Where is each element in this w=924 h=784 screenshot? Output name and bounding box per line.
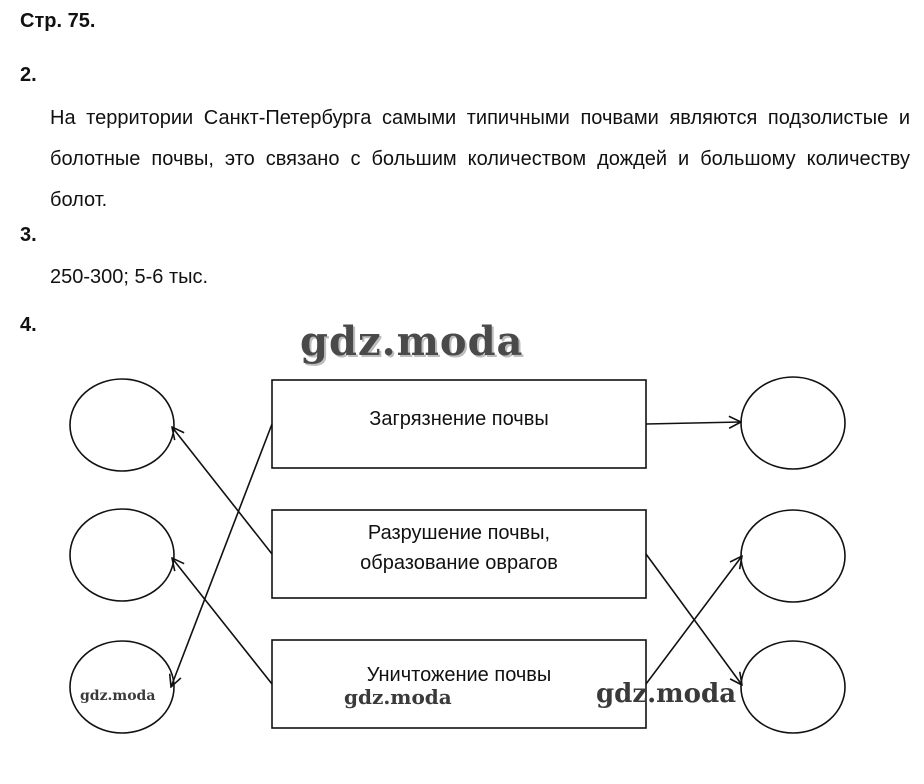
left-circle-2 — [70, 509, 174, 601]
box-annihilation-text: Уничтожение почвы — [366, 664, 552, 686]
box-destruction-line2: образование оврагов — [360, 552, 558, 574]
box-pollution-text: Загрязнение почвы — [369, 408, 549, 430]
right-circle-3 — [741, 641, 845, 733]
watermark-right: gdz.moda — [596, 679, 737, 709]
arrow-box1-to-left3 — [171, 424, 272, 687]
arrow-box1-to-right1 — [646, 422, 741, 424]
question-3-answer: 250-300; 5-6 тыс. — [50, 266, 209, 288]
box-annihilation-label — [272, 660, 646, 690]
right-circle-1 — [741, 377, 845, 469]
page-title: Стр. 75. — [20, 10, 96, 32]
box-pollution-label — [272, 404, 646, 434]
watermark-circle: gdz.moda — [80, 688, 156, 704]
box-destruction-line1: Разрушение почвы, — [367, 522, 551, 544]
right-circle-2 — [741, 510, 845, 602]
left-circle-3 — [70, 641, 174, 733]
arrow-box3-to-left2 — [172, 558, 272, 684]
question-2-number: 2. — [20, 64, 37, 86]
left-circle-1 — [70, 379, 174, 471]
watermark-main: gdz.moda — [300, 318, 524, 365]
question-4-number: 4. — [20, 314, 37, 336]
watermark-box: gdz.moda — [344, 685, 452, 709]
arrow-box2-to-left1 — [172, 427, 272, 554]
question-2-answer: На территории Санкт-Петербурга самыми типичными почвами являются подзолистые и болотные почвы, это связано с большим количеством дождей и большому количеству болот. — [50, 107, 910, 211]
question-3-number: 3. — [20, 224, 37, 246]
box-destruction-label — [272, 518, 646, 578]
